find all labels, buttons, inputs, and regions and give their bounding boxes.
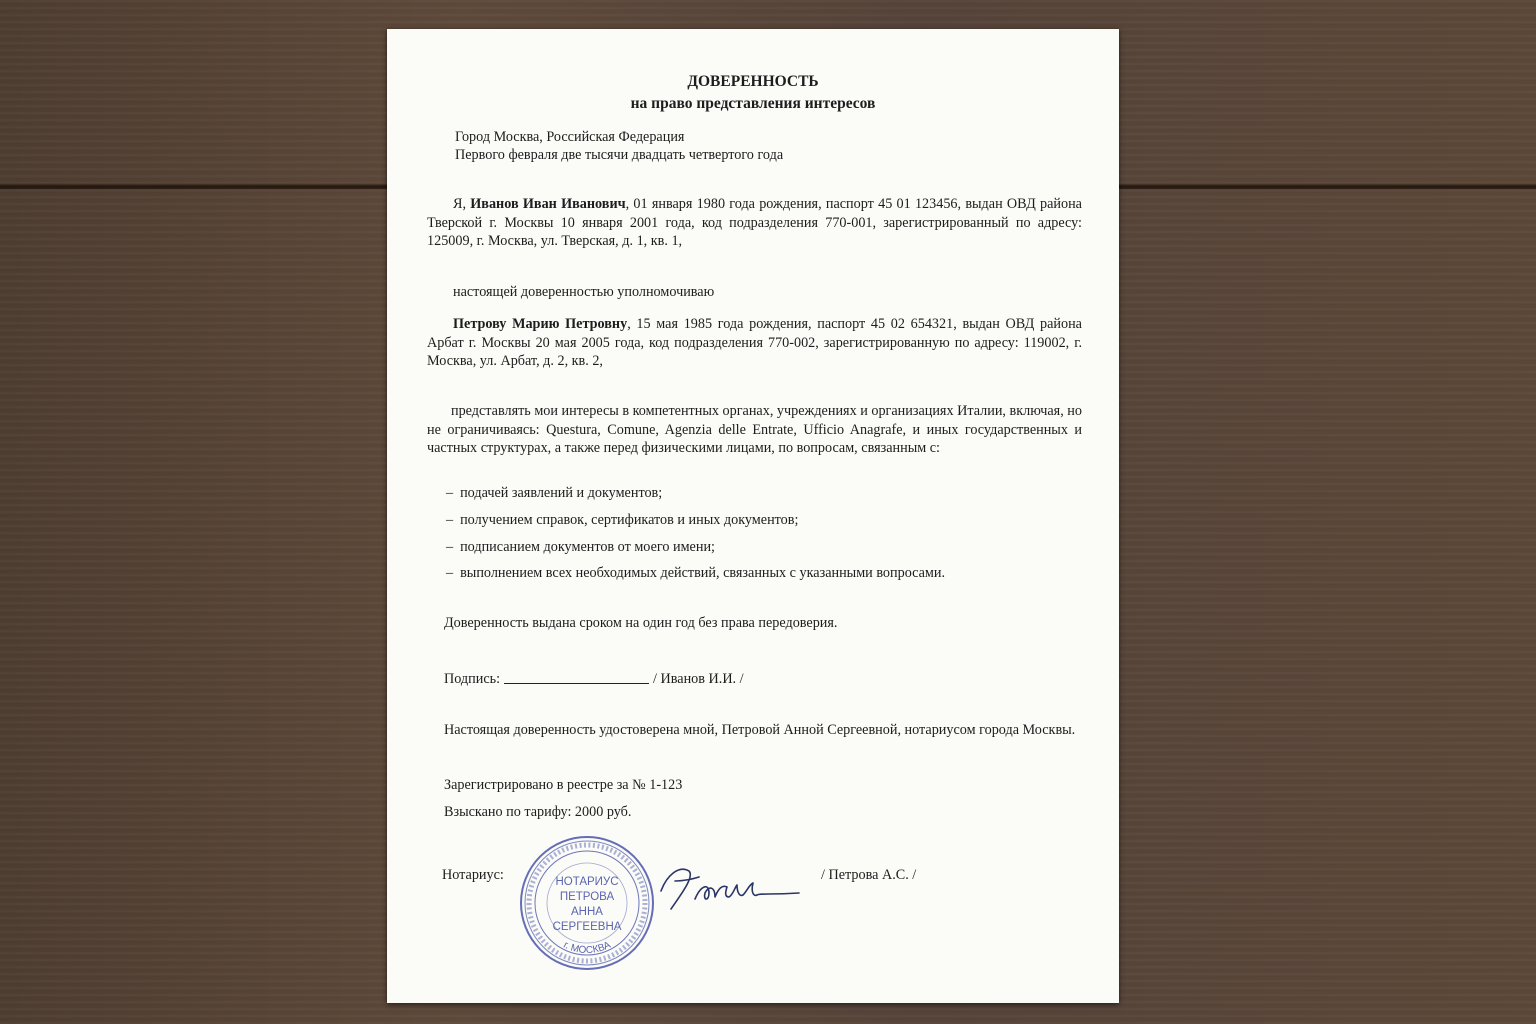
principal-paragraph (427, 195, 1082, 251)
agent-name: Петрову Марию Петровну (453, 316, 628, 332)
registry-line: Зарегистрировано в реестре за № 1-123 (444, 777, 683, 793)
authorize-line: настоящей доверенностью уполномочиваю (453, 284, 715, 300)
list-item (446, 564, 1076, 583)
list-dash: – (446, 512, 454, 528)
notary-name: / Петрова А.С. / (821, 867, 917, 883)
signature-line (504, 669, 649, 684)
seal-line-3: АННА (571, 906, 603, 918)
signature-stroke (661, 869, 799, 909)
document-subtitle: на право представления интересов (630, 95, 876, 112)
date-line: Первого февраля две тысячи двадцать четвертого года (455, 147, 784, 163)
list-dash: – (446, 539, 454, 555)
signature-name: / Иванов И.И. / (653, 671, 744, 687)
list-item (446, 511, 1076, 530)
seal-line-1: НОТАРИУС (555, 876, 619, 888)
seal-bottom-path: г. МОСКВА (561, 939, 613, 957)
list-item (446, 484, 1076, 503)
notary-seal (517, 833, 657, 973)
list-item (446, 538, 1076, 557)
signature-label: Подпись: (444, 671, 501, 687)
document-title: ДОВЕРЕННОСТЬ (687, 73, 819, 90)
list-dash: – (446, 565, 454, 581)
fee-line: Взыскано по тарифу: 2000 руб. (444, 804, 632, 820)
list-item-text: подписанием документов от моего имени; (460, 539, 715, 555)
powers-paragraph: представлять мои интересы в компетентных органах, учреждениях и организациях Италии, включая, но не ограничиваясь: Questura, Comune, Agenzia delle Entrate, Ufficio Anagrafe, и иных государственных и частных структурах, а также перед физическими лицами, по вопросам, связанным с: (427, 403, 1082, 456)
notary-statement: Настоящая доверенность удостоверена мной, Петровой Анной Сергеевной, нотариусом города Москвы. (444, 722, 1076, 738)
seal-line-4: СЕРГЕЕВНА (552, 921, 622, 933)
agent-details: , 15 мая 1985 года рождения, паспорт 45 02 654321, выдан ОВД района Арбат г. Москвы 20 мая 2005 года, код подразделения 770-002, зарегистрированную по адресу: 119002, г. Москва, ул. Арбат, д. 2, кв. 2, (427, 316, 1082, 369)
signature-row (444, 669, 1044, 689)
principal-name: Иванов Иван Иванович (470, 196, 626, 212)
seal-line-2: ПЕТРОВА (559, 891, 615, 903)
principal-details: , 01 января 1980 года рождения, паспорт 45 01 123456, выдан ОВД района Тверской г. Москвы 10 января 2001 года, код подразделения 770-001, зарегистрированный по адресу: 125009, г. Москва, ул. Тверская, д. 1, кв. 1, (427, 196, 1082, 249)
city-line: Город Москва, Российская Федерация (455, 129, 685, 145)
seal-bottom-text (561, 939, 612, 956)
list-item-text: получением справок, сертификатов и иных документов; (460, 512, 799, 528)
principal-prefix: Я, (453, 196, 471, 212)
notary-label: Нотариус: (442, 867, 504, 883)
document-page (387, 29, 1119, 1003)
list-dash: – (446, 485, 454, 501)
list-item-text: подачей заявлений и документов; (460, 485, 663, 501)
agent-paragraph (427, 315, 1082, 371)
list-item-text: выполнением всех необходимых действий, связанных с указанными вопросами. (460, 565, 946, 581)
notary-signature-image (649, 857, 809, 917)
term-line: Доверенность выдана сроком на один год без права передоверия. (444, 615, 838, 631)
